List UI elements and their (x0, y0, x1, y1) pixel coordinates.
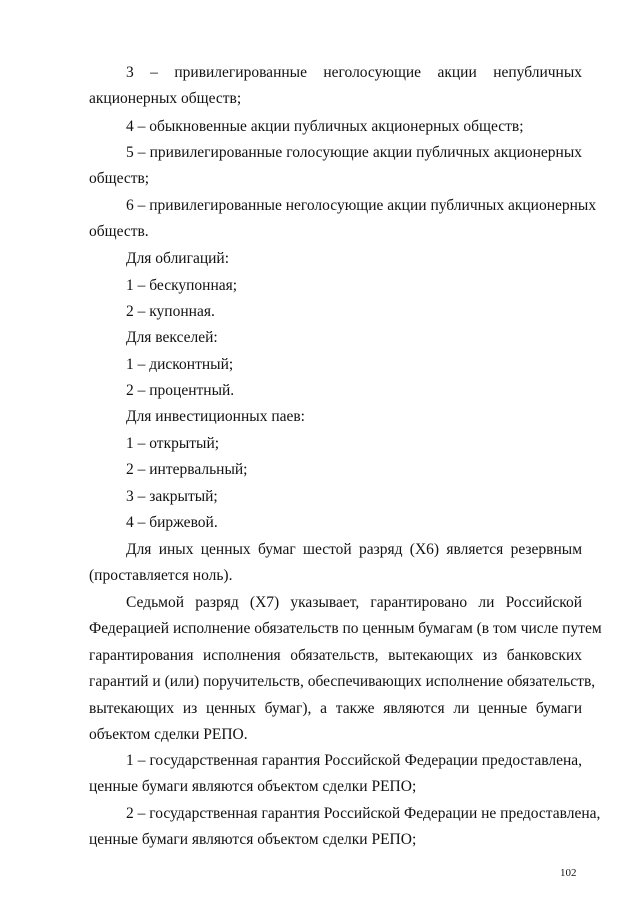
text-line: обществ. (89, 223, 149, 240)
list-item: 4 – биржевой. (126, 514, 218, 531)
text-line: Федерацией исполнение обязательств по ценным бумагам (в том числе путем (89, 620, 602, 637)
section-label: Для инвестиционных паев: (126, 408, 305, 425)
text-line: объектом сделки РЕПО. (89, 726, 248, 743)
text-line: 6 – привилегированные неголосующие акции публичных акционерных (126, 197, 597, 214)
list-item: 2 – купонная. (126, 303, 215, 320)
list-item: 2 – интервальный; (126, 461, 248, 478)
list-item: 1 – дисконтный; (126, 356, 234, 373)
text-line: 5 – привилегированные голосующие акции публичных акционерных (126, 144, 582, 161)
text-line: гарантий и (или) поручительств, обеспечивающих исполнение обязательств, (89, 673, 596, 690)
text-line: Для иных ценных бумаг шестой разряд (X6) является резервным (126, 541, 582, 558)
text-line: 2 – государственная гарантия Российской Федерации не предоставлена, (126, 805, 601, 822)
list-item: 1 – открытый; (126, 435, 220, 452)
text-line: 4 – обыкновенные акции публичных акционерных обществ; (126, 118, 524, 135)
section-label: Для векселей: (126, 329, 218, 346)
text-line: Седьмой разряд (X7) указывает, гарантировано ли Российской (126, 594, 582, 611)
page-number: 102 (560, 867, 577, 879)
text-line: акционерных обществ; (89, 90, 242, 107)
text-line: гарантирования исполнения обязательств, вытекающих из банковских (89, 647, 582, 664)
text-line: (проставляется ноль). (89, 567, 233, 584)
text-line: 1 – государственная гарантия Российской Федерации предоставлена, (126, 752, 582, 769)
list-item: 2 – процентный. (126, 382, 235, 399)
text-line: обществ; (89, 170, 150, 187)
list-item: 3 – закрытый; (126, 488, 218, 505)
text-line: ценные бумаги являются объектом сделки РЕПО; (89, 778, 417, 795)
text-line: вытекающих из ценных бумаг), а также являются ли ценные бумаги (89, 700, 582, 717)
text-line: 3 – привилегированные неголосующие акции непубличных (126, 64, 582, 81)
list-item: 1 – бескупонная; (126, 277, 238, 294)
section-label: Для облигаций: (126, 250, 230, 267)
text-line: ценные бумаги являются объектом сделки РЕПО; (89, 831, 417, 848)
